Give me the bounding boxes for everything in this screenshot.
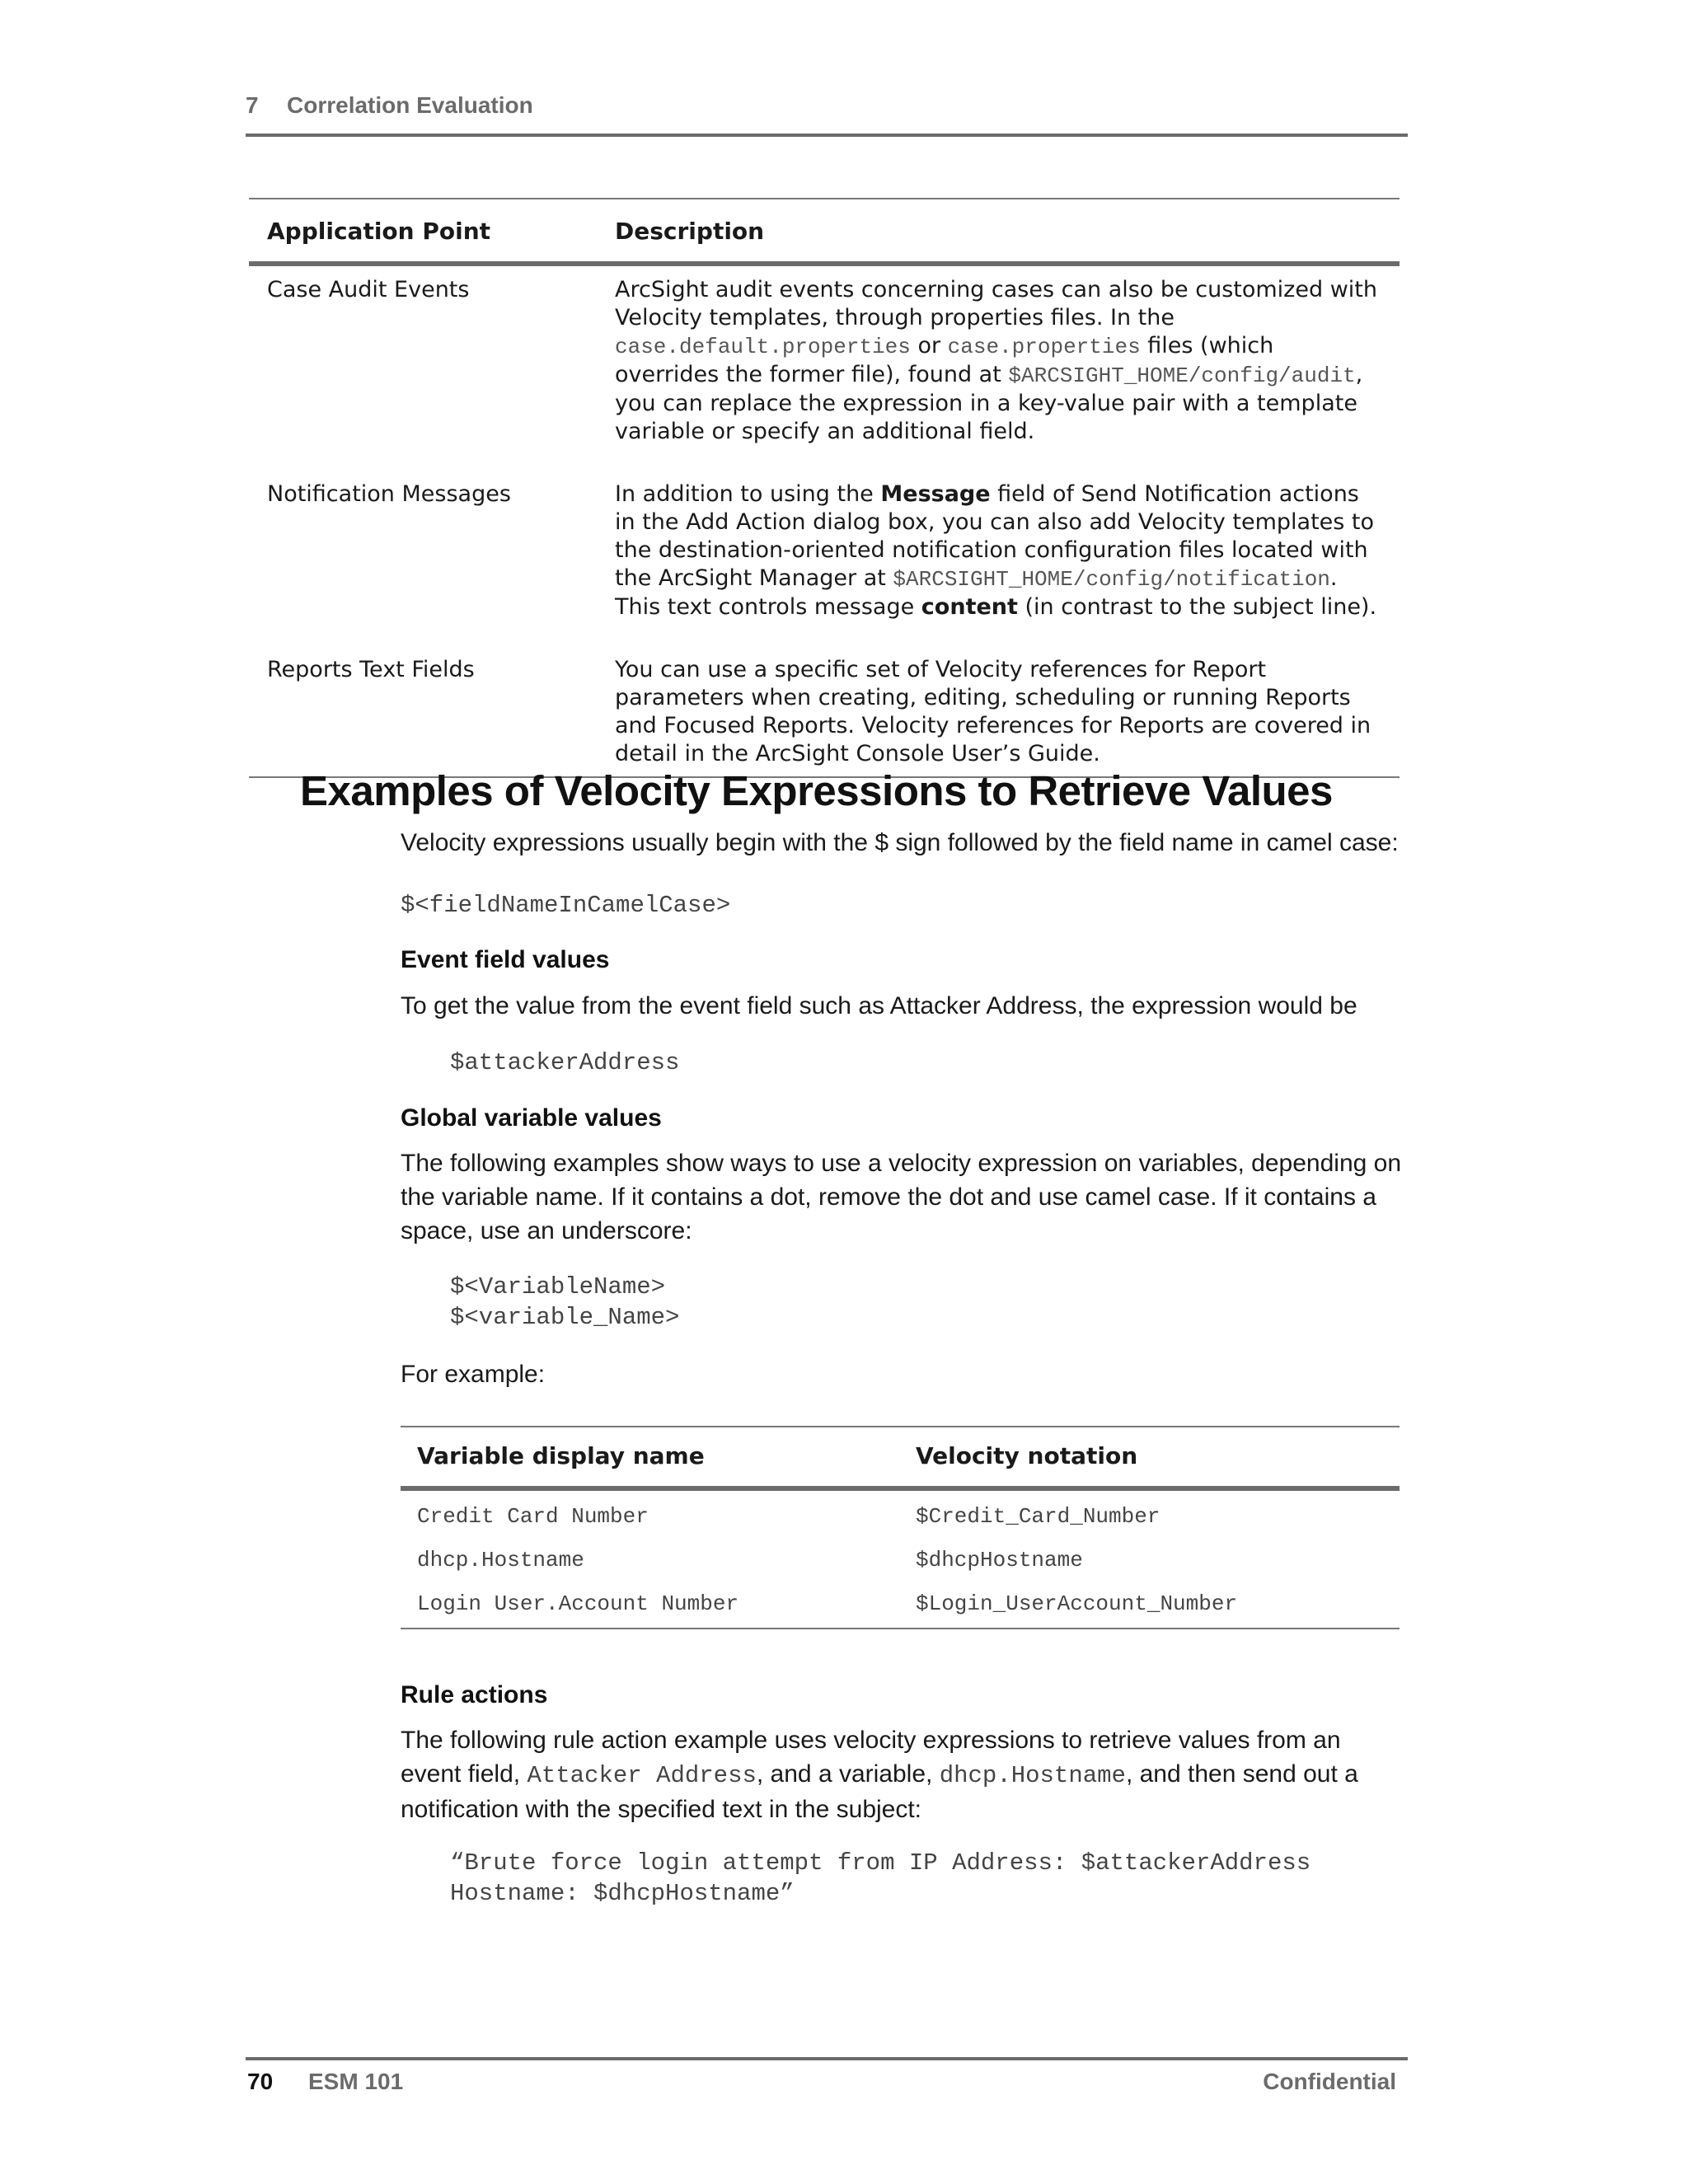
description-text: In addition to using the <box>615 481 881 507</box>
bold-term: content <box>921 594 1018 620</box>
variable-name-cell: Credit Card Number <box>417 1504 649 1529</box>
table-row <box>249 638 1400 777</box>
description-text: (in contrast to the subject line). <box>1017 594 1377 620</box>
inline-code: case.default.properties <box>615 335 911 359</box>
global-paragraph: The following examples show ways to use a velocity expression on variables, depending on the variable name. If it contains a dot, remove the dot and use camel case. If it contains a space, use an underscore: <box>401 1150 1402 1244</box>
code-sample: “Brute force login attempt from IP Address: $attackerAddress <box>450 1849 1311 1877</box>
page-footer <box>246 2057 1408 2102</box>
table-row <box>401 1538 1400 1582</box>
description-cell <box>597 264 1400 462</box>
inline-code: $ARCSIGHT_HOME/config/audit <box>1008 363 1356 388</box>
subheading-rule-actions: Rule actions <box>401 1681 548 1708</box>
velocity-notation-cell: $Login_UserAccount_Number <box>899 1582 1400 1629</box>
inline-code: case.properties <box>947 335 1141 359</box>
section-heading: Examples of Velocity Expressions to Retrieve Values <box>300 767 1333 814</box>
application-point-table <box>249 198 1400 778</box>
rule-text: The following rule action example uses velocity expressions to retrieve values from an event field, <box>401 1727 1341 1788</box>
chapter-number: 7 <box>246 92 259 118</box>
column-header: Application Point <box>249 199 597 264</box>
for-example-text: For example: <box>401 1361 546 1388</box>
variable-name-cell: Login User.Account Number <box>401 1582 899 1629</box>
table-row <box>249 264 1400 462</box>
bold-term: Message <box>880 481 991 507</box>
column-header: Variable display name <box>401 1427 899 1488</box>
code-sample: $<fieldNameInCamelCase> <box>401 892 731 919</box>
description-cell: You can use a specific set of Velocity references for Report parameters when creating, editing, scheduling or running Reports and Focused Reports. Velocity references for Reports are covered in detail in the ArcSight Console User’s Guide. <box>597 638 1400 777</box>
application-point-cell: Reports Text Fields <box>249 638 597 777</box>
subheading-event-field-values: Event field values <box>401 946 610 973</box>
description-cell <box>597 462 1400 638</box>
description-text: files (which overrides the former file), found at <box>615 333 1274 387</box>
table-row <box>401 1582 1400 1629</box>
description-text: . This text controls message <box>615 565 1338 620</box>
code-sample: Hostname: $dhcpHostname” <box>450 1880 795 1907</box>
description-text: or <box>910 333 948 359</box>
rule-text: , and then send out a notification with the specified text in the subject: <box>401 1760 1358 1823</box>
velocity-notation-cell: $dhcpHostname <box>916 1548 1083 1572</box>
variable-notation-table <box>401 1426 1400 1629</box>
application-point-cell: Case Audit Events <box>267 277 470 302</box>
inline-code: $ARCSIGHT_HOME/config/notification <box>893 567 1330 592</box>
running-header <box>246 92 1408 137</box>
inline-code: Attacker Address <box>527 1762 757 1789</box>
table-header-row <box>249 199 1400 264</box>
subheading-global-variable-values: Global variable values <box>401 1104 662 1132</box>
code-sample: $<VariableName> <box>450 1273 666 1301</box>
description-text: ArcSight audit events concerning cases can also be customized with Velocity templates, through properties files. In the <box>615 277 1377 330</box>
velocity-notation-cell: $Credit_Card_Number <box>916 1504 1160 1529</box>
variable-name-cell: dhcp.Hostname <box>417 1548 584 1572</box>
description-text: , you can replace the expression in a key-value pair with a template variable or specify an additional field. <box>615 362 1363 444</box>
column-header: Velocity notation <box>899 1427 1400 1488</box>
page-number: 70 <box>247 2069 274 2094</box>
intro-paragraph: Velocity expressions usually begin with the $ sign followed by the field name in camel case: <box>401 829 1399 856</box>
chapter-title: Correlation Evaluation <box>287 92 533 118</box>
table-header-row <box>401 1427 1400 1488</box>
event-paragraph: To get the value from the event field such as Attacker Address, the expression would be <box>401 992 1357 1019</box>
table-row <box>401 1488 1400 1538</box>
column-header: Description <box>597 199 1400 264</box>
application-point-cell: Notification Messages <box>267 481 511 507</box>
table-row <box>249 462 1400 638</box>
description-text: field of Send Notification actions in the Add Action dialog box, you can also add Velocity templates to the destination-oriented notification configuration files located with the ArcSight Manager at <box>615 481 1375 591</box>
classification-label: Confidential <box>1263 2069 1396 2094</box>
code-sample: $attackerAddress <box>450 1049 680 1076</box>
code-sample: $<variable_Name> <box>450 1304 680 1331</box>
rule-paragraph <box>401 1723 1408 1826</box>
inline-code: dhcp.Hostname <box>939 1762 1126 1789</box>
rule-text: , and a variable, <box>756 1760 940 1788</box>
book-title: ESM 101 <box>308 2069 404 2094</box>
